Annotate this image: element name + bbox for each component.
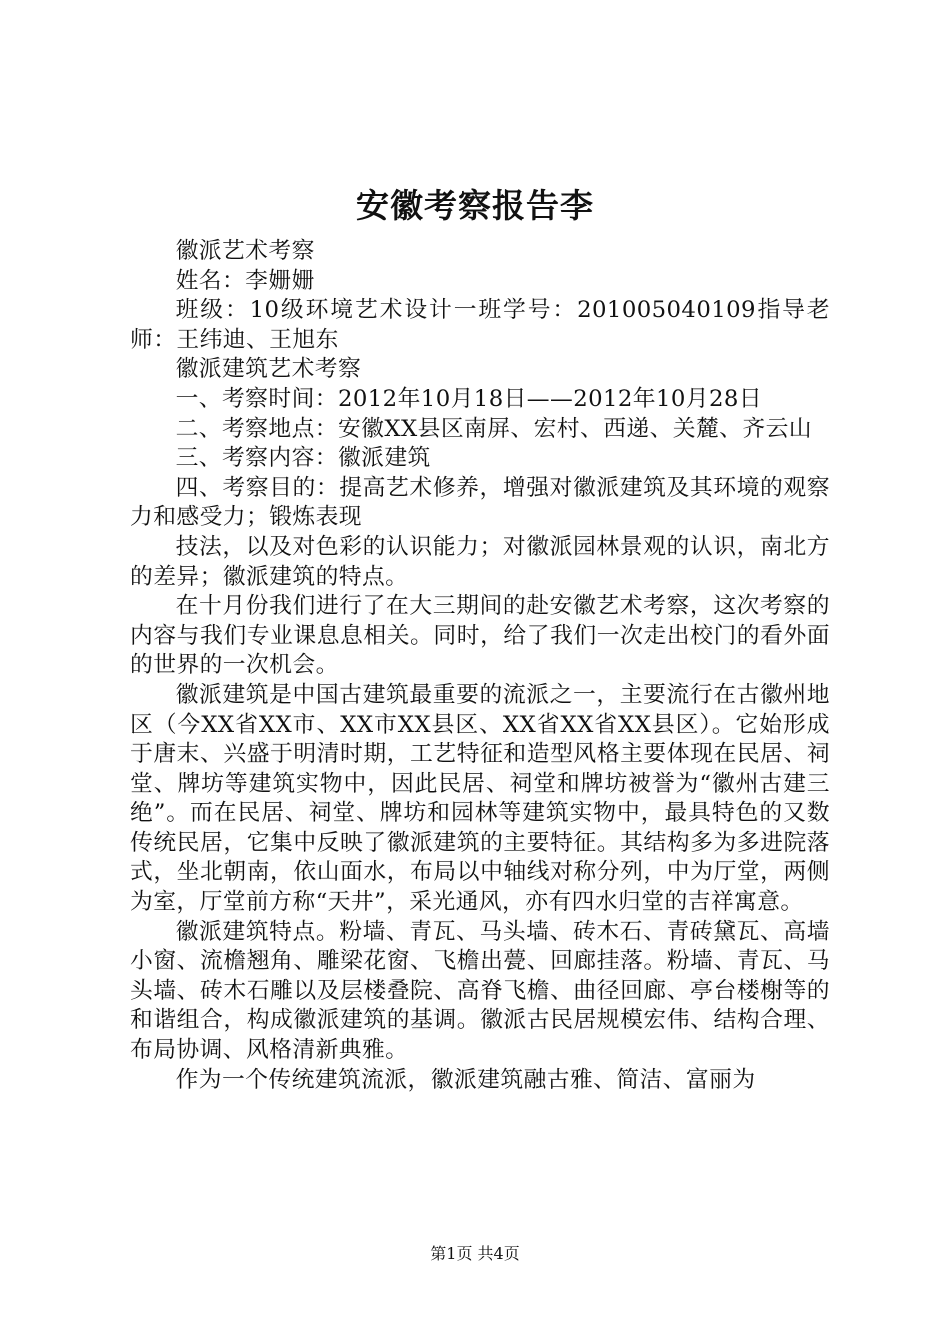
paragraph-class-info: 班级：10级环境艺术设计一班学号：201005040109指导老师：王纬迪、王旭东: [130, 297, 830, 353]
paragraph-location: 二、考察地点：安徽XX县区南屏、宏村、西递、关麓、齐云山: [175, 415, 812, 442]
paragraph-report-heading: 徽派建筑艺术考察: [175, 356, 362, 383]
paragraph-architecture-features: 徽派建筑特点。粉墙、青瓦、马头墙、砖木石、青砖黛瓦、高墙小窗、流檐翘角、雕梁花窗、飞檐出甍、回廊挂落。粉墙、青瓦、马头墙、砖木石雕以及层楼叠院、高脊飞檐、曲径回廊、亭台楼榭等的和谐组合，构成徽派建筑的基调。徽派古民居规模宏伟、结构合理、布局协调、风格清新典雅。: [130, 918, 830, 1064]
paragraph-tradition: 作为一个传统建筑流派，徽派建筑融古雅、简洁、富丽为: [175, 1066, 756, 1093]
paragraph-name: 姓名：李姗姗: [175, 267, 315, 294]
page-footer: 第1页 共4页: [430, 1244, 520, 1263]
paragraph-content: 三、考察内容：徽派建筑: [175, 445, 431, 472]
paragraph-purpose-continued: 技法，以及对色彩的认识能力；对徽派园林景观的认识，南北方的差异；徽派建筑的特点。: [130, 533, 830, 590]
paragraph-purpose: 四、考察目的：提高艺术修养，增强对徽派建筑及其环境的观察力和感受力；锻炼表现: [130, 474, 830, 531]
paragraph-time: 一、考察时间：2012年10月18日——2012年10月28日: [175, 385, 763, 412]
paragraph-huizhou-architecture: 徽派建筑是中国古建筑最重要的流派之一，主要流行在古徽州地区（今XX省XX市、XX市XX县区、XX省XX省XX县区）。它始形成于唐末、兴盛于明清时期，工艺特征和造型风格主要体现在民居、祠堂、牌坊等建筑实物中，因此民居、祠堂和牌坊被誉为“徽州古建三绝”。而在民居、祠堂、牌坊和园林等建筑实物中，最具特色的又数传统民居，它集中反映了徽派建筑的主要特征。其结构多为多进院落式，坐北朝南，依山面水，布局以中轴线对称分列，中为厅堂，两侧为室，厅堂前方称“天井”，采光通风，亦有四水归堂的吉祥寓意。: [130, 681, 830, 916]
paragraph-subject: 徽派艺术考察: [175, 238, 315, 264]
document-body: [130, 237, 830, 1095]
document-title: 安徽考察报告李: [356, 186, 594, 225]
paragraph-introduction: 在十月份我们进行了在大三期间的赴安徽艺术考察，这次考察的内容与我们专业课息息相关。同时，给了我们一次走出校门的看外面的世界的一次机会。: [130, 593, 830, 679]
